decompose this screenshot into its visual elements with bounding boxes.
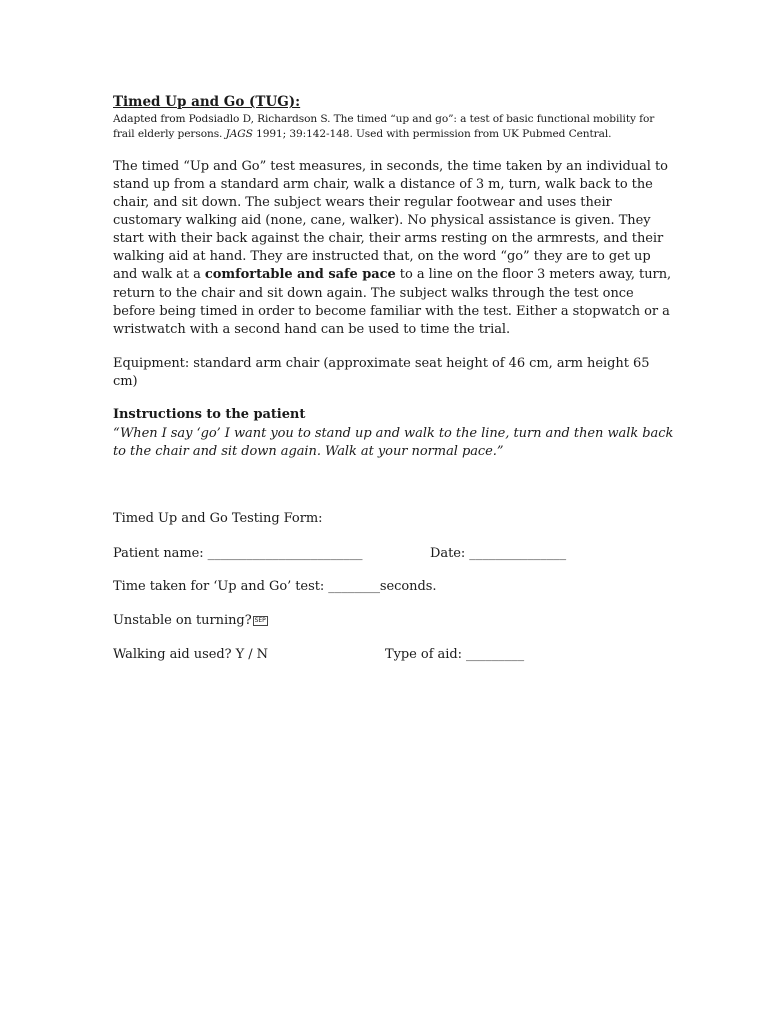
- instructions-line-1: “When I say ‘go’ I want you to stand up and walk to the line, turn and then walk back: [113, 426, 674, 441]
- unstable-label: Unstable on turning?: [113, 613, 252, 628]
- description-line-7: [113, 267, 671, 282]
- patient-name-field: Patient name: ________________________: [113, 546, 363, 561]
- instructions-line-2: to the chair and sit down again. Walk at your normal pace.”: [113, 444, 504, 459]
- description-line-3: chair, and sit down. The subject wears their regular footwear and uses their: [113, 195, 612, 210]
- description-text: and walk at a: [113, 267, 205, 282]
- description-line-8: return to the chair and sit down again. The subject walks through the test once: [113, 286, 634, 301]
- description-line-6: walking aid at hand. They are instructed that, on the word “go” they are to get up: [113, 249, 651, 264]
- separator-glyph: SEP: [254, 616, 266, 624]
- citation-journal: JAGS: [225, 128, 253, 140]
- form-title: Timed Up and Go Testing Form:: [113, 511, 323, 526]
- citation-text: frail elderly persons.: [113, 128, 226, 140]
- citation-line-2: [113, 128, 611, 140]
- description-line-2: stand up from a standard arm chair, walk a distance of 3 m, turn, walk back to the: [113, 177, 653, 192]
- citation-text-end: 1991; 39:142-148. Used with permission from UK Pubmed Central.: [252, 128, 612, 140]
- description-line-1: The timed “Up and Go” test measures, in seconds, the time taken by an individual to: [113, 159, 668, 174]
- description-line-9: before being timed in order to become familiar with the test. Either a stopwatch or a: [113, 304, 670, 319]
- instructions-heading: Instructions to the patient: [113, 407, 306, 422]
- unstable-question: [113, 613, 268, 628]
- date-field: Date: _______________: [430, 546, 567, 561]
- description-line-10: wristwatch with a second hand can be used to time the trial.: [113, 322, 511, 337]
- description-emphasis: comfortable and safe pace: [204, 267, 396, 282]
- description-text-end: to a line on the floor 3 meters away, turn,: [395, 267, 672, 282]
- page-title: Timed Up and Go (TUG):: [113, 94, 301, 110]
- type-of-aid-field: Type of aid: _________: [385, 647, 525, 662]
- walking-aid-field: Walking aid used? Y / N: [113, 647, 268, 662]
- equipment-line-1: Equipment: standard arm chair (approximate seat height of 46 cm, arm height 65: [113, 356, 650, 371]
- citation-line-1: Adapted from Podsiadlo D, Richardson S. The timed “up and go”: a test of basic functional mobility for: [113, 113, 655, 125]
- description-line-4: customary walking aid (none, cane, walker). No physical assistance is given. They: [113, 213, 651, 228]
- time-taken-field: Time taken for ‘Up and Go’ test: ________seconds.: [113, 579, 437, 594]
- equipment-line-2: cm): [113, 374, 138, 389]
- description-line-5: start with their back against the chair, their arms resting on the armrests, and their: [113, 231, 664, 246]
